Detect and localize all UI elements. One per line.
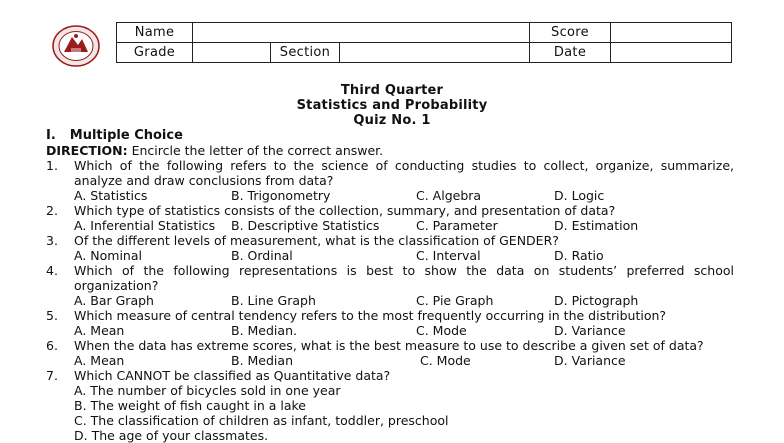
name-label: Name [117, 23, 193, 43]
question-text-continued: organization? [74, 278, 159, 293]
question-number: 2. [46, 203, 58, 218]
grade-field[interactable] [193, 43, 271, 63]
option-a[interactable]: A. Nominal [74, 248, 142, 263]
quiz-title-subject: Statistics and Probability [296, 98, 488, 113]
section-title: Multiple Choice [69, 128, 183, 143]
question-text: Of the different levels of measurement, what is the classification of GENDER? [74, 233, 559, 248]
quiz-title-number: Quiz No. 1 [353, 113, 431, 128]
question-number: 1. [46, 158, 58, 173]
option-b[interactable]: B. Trigonometry [231, 188, 331, 203]
question-text: When the data has extreme scores, what is the best measure to use to describe a given set of data? [74, 338, 704, 353]
option-d[interactable]: D. Variance [554, 353, 626, 368]
option-a[interactable]: A. Inferential Statistics [74, 218, 216, 233]
option-b[interactable]: B. Line Graph [231, 293, 316, 308]
score-label: Score [530, 23, 611, 43]
grade-label: Grade [117, 43, 193, 63]
option-c[interactable]: C. Parameter [416, 218, 498, 233]
option-b[interactable]: B. The weight of fish caught in a lake [74, 398, 306, 413]
option-c[interactable]: C. Mode [420, 353, 471, 368]
section-heading [46, 128, 183, 143]
section-label: Section [271, 43, 340, 63]
option-b[interactable]: B. Ordinal [231, 248, 293, 263]
section-number: I. [46, 128, 56, 143]
option-d[interactable]: D. Variance [554, 323, 626, 338]
question-text: Which of the following refers to the science of conducting studies to collect, organize, summarize, [74, 158, 734, 173]
option-c[interactable]: C. Mode [416, 323, 467, 338]
student-info-table [116, 22, 732, 63]
direction-line [46, 143, 383, 158]
option-a[interactable]: A. Mean [74, 353, 125, 368]
question-number: 4. [46, 263, 58, 278]
school-seal-logo [52, 25, 100, 67]
question-text: Which type of statistics consists of the collection, summary, and presentation of data? [74, 203, 616, 218]
option-c[interactable]: C. Algebra [416, 188, 482, 203]
option-d[interactable]: D. The age of your classmates. [74, 428, 269, 443]
question-text: Which measure of central tendency refers to the most frequently occurring in the distribution? [74, 308, 667, 323]
name-field[interactable] [193, 23, 530, 43]
date-field[interactable] [611, 43, 732, 63]
option-b[interactable]: B. Median. [231, 323, 297, 338]
option-b[interactable]: B. Median [231, 353, 293, 368]
option-c[interactable]: C. The classification of children as infant, toddler, preschool [74, 413, 449, 428]
option-a[interactable]: A. Statistics [74, 188, 148, 203]
score-field[interactable] [611, 23, 732, 43]
date-label: Date [530, 43, 611, 63]
question-number: 6. [46, 338, 58, 353]
question-text: Which CANNOT be classified as Quantitative data? [74, 368, 391, 383]
option-c[interactable]: C. Pie Graph [416, 293, 494, 308]
quiz-title-quarter: Third Quarter [340, 83, 444, 98]
section-field[interactable] [340, 43, 530, 63]
question-text: Which of the following representations is best to show the data on students’ preferred school [74, 263, 734, 278]
option-d[interactable]: D. Estimation [554, 218, 639, 233]
direction-text: Encircle the letter of the correct answer. [127, 143, 384, 158]
option-c[interactable]: C. Interval [416, 248, 481, 263]
question-number: 7. [46, 368, 58, 383]
question-text-continued: analyze and draw conclusions from data? [74, 173, 334, 188]
option-a[interactable]: A. Bar Graph [74, 293, 154, 308]
question-number: 3. [46, 233, 58, 248]
direction-label: DIRECTION: [46, 143, 128, 158]
option-a[interactable]: A. Mean [74, 323, 125, 338]
option-a[interactable]: A. The number of bicycles sold in one year [74, 383, 341, 398]
question-number: 5. [46, 308, 58, 323]
option-b[interactable]: B. Descriptive Statistics [231, 218, 380, 233]
option-d[interactable]: D. Logic [554, 188, 605, 203]
option-d[interactable]: D. Pictograph [554, 293, 639, 308]
option-d[interactable]: D. Ratio [554, 248, 604, 263]
